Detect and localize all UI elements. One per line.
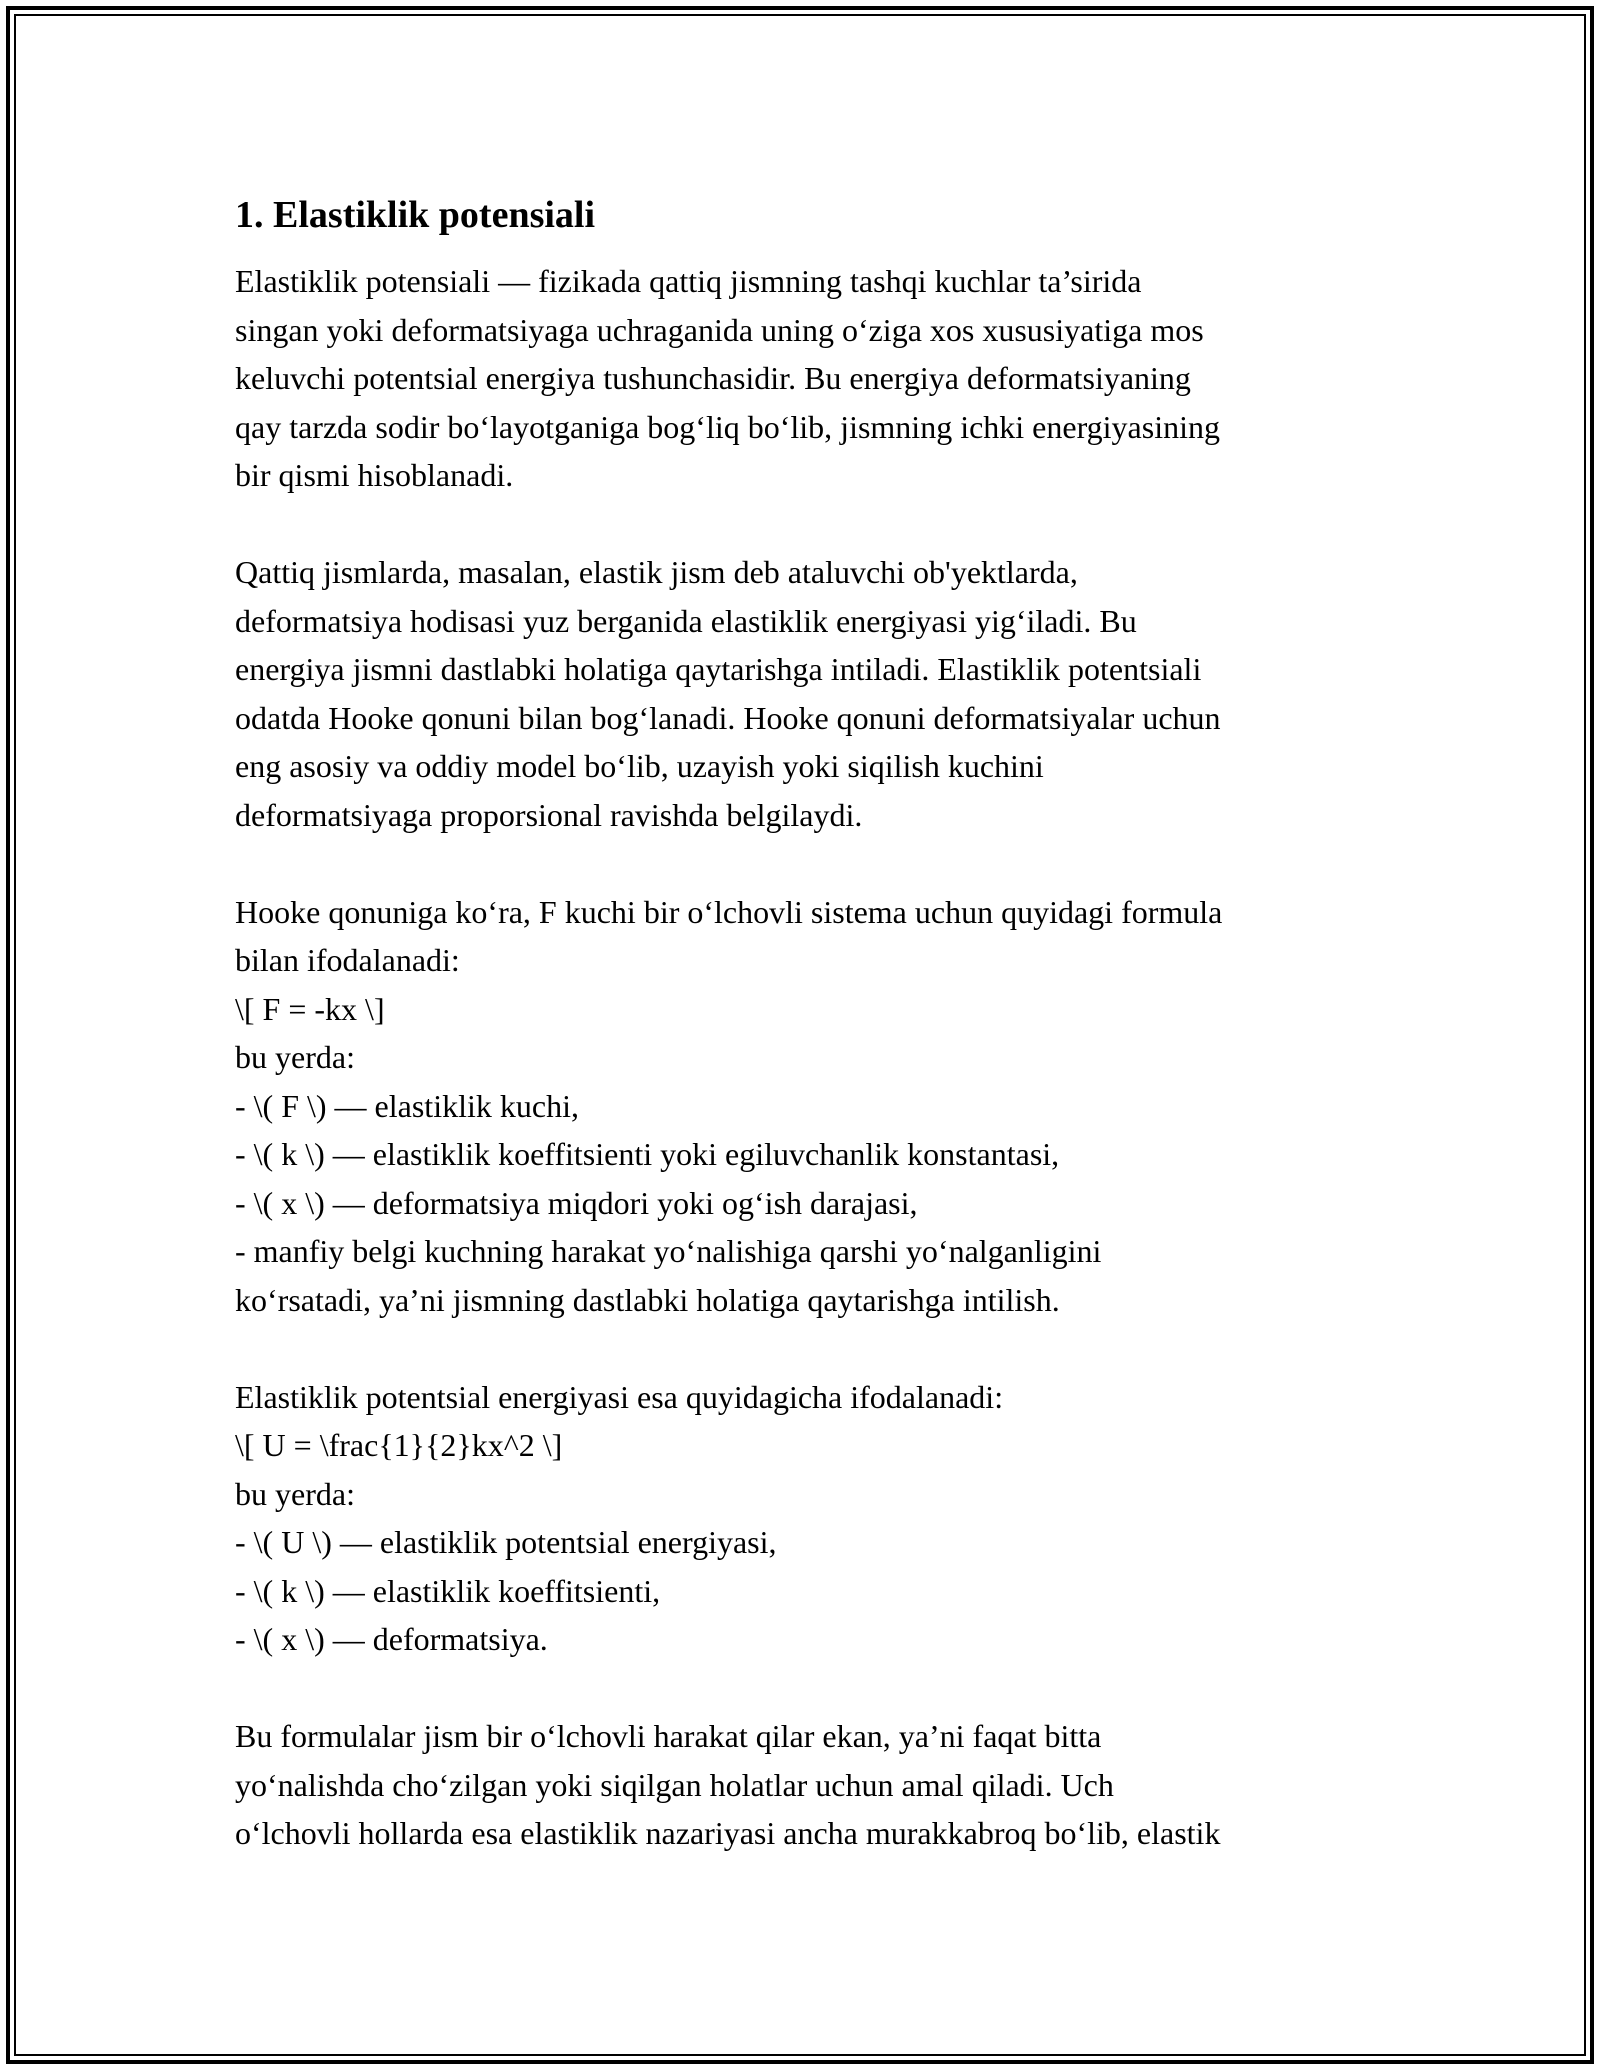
text-line: ko‘rsatadi, ya’ni jismning dastlabki holatiga qaytarishga intilish. — [235, 1281, 1060, 1318]
list-item: - \( k \) — elastiklik koeffitsienti yoki egiluvchanlik konstantasi, — [235, 1136, 1060, 1172]
text-line: deformatsiyaga proporsional ravishda belgilaydi. — [235, 796, 863, 833]
list-item: - \( k \) — elastiklik koeffitsienti, — [235, 1572, 661, 1609]
formula-energy: \[ U = \frac{1}{2}kx^2 \] — [235, 1427, 563, 1463]
paragraph-energy-formula — [235, 1373, 1385, 1664]
text-line: odatda Hooke qonuni bilan bog‘lanadi. Hooke qonuni deformatsiyalar uchun — [235, 699, 1221, 736]
list-item: - \( U \) — elastiklik potentsial energiyasi, — [235, 1524, 777, 1560]
text-line: o‘lchovli hollarda esa elastiklik nazariyasi ancha murakkabroq bo‘lib, elastik — [235, 1815, 1221, 1851]
list-item: - \( x \) — deformatsiya. — [235, 1621, 548, 1657]
text-line: bilan ifodalanadi: — [235, 942, 460, 978]
text-line: bir qismi hisoblanadi. — [235, 457, 514, 493]
text-line: bu yerda: — [235, 1475, 355, 1512]
text-line: deformatsiya hodisasi yuz berganida elastiklik energiyasi yig‘iladi. Bu — [235, 602, 1137, 639]
paragraph-hooke-intro — [235, 548, 1385, 839]
text-line: singan yoki deformatsiyaga uchraganida uning o‘ziga xos xususiyatiga mos — [235, 311, 1204, 348]
text-line: Elastiklik potensiali — fizikada qattiq jismning tashqi kuchlar ta’sirida — [235, 263, 1142, 299]
text-line: yo‘nalishda cho‘zilgan yoki siqilgan holatlar uchun amal qiladi. Uch — [235, 1766, 1114, 1803]
text-line: Qattiq jismlarda, masalan, elastik jism deb ataluvchi ob'yektlarda, — [235, 554, 1078, 590]
section-title: 1. Elastiklik potensiali — [235, 194, 596, 236]
text-line: bu yerda: — [235, 1039, 355, 1075]
document-body — [235, 183, 1385, 1906]
text-line: keluvchi potentsial energiya tushunchasidir. Bu energiya deformatsiyaning — [235, 360, 1191, 396]
text-line: Elastiklik potentsial energiyasi esa quyidagicha ifodalanadi: — [235, 1378, 1004, 1415]
paragraph-intro — [235, 257, 1385, 500]
text-line: qay tarzda sodir bo‘layotganiga bog‘liq bo‘lib, jismning ichki energiyasining — [235, 408, 1220, 445]
text-line: energiya jismni dastlabki holatiga qaytarishga intiladi. Elastiklik potentsiali — [235, 651, 1202, 687]
list-item: - manfiy belgi kuchning harakat yo‘nalishiga qarshi yo‘nalganligini — [235, 1233, 1102, 1269]
text-line: eng asosiy va oddiy model bo‘lib, uzayish yoki siqilish kuchini — [235, 748, 1044, 784]
formula-force: \[ F = -kx \] — [235, 990, 385, 1027]
text-line: Hooke qonuniga ko‘ra, F kuchi bir o‘lchovli sistema uchun quyidagi formula — [235, 893, 1223, 930]
text-line: Bu formulalar jism bir o‘lchovli harakat qilar ekan, ya’ni faqat bitta — [235, 1718, 1102, 1754]
list-item: - \( F \) — elastiklik kuchi, — [235, 1087, 579, 1124]
list-item: - \( x \) — deformatsiya miqdori yoki og‘ish darajasi, — [235, 1184, 918, 1221]
paragraph-force-formula — [235, 888, 1385, 1325]
paragraph-conclusion — [235, 1712, 1385, 1858]
